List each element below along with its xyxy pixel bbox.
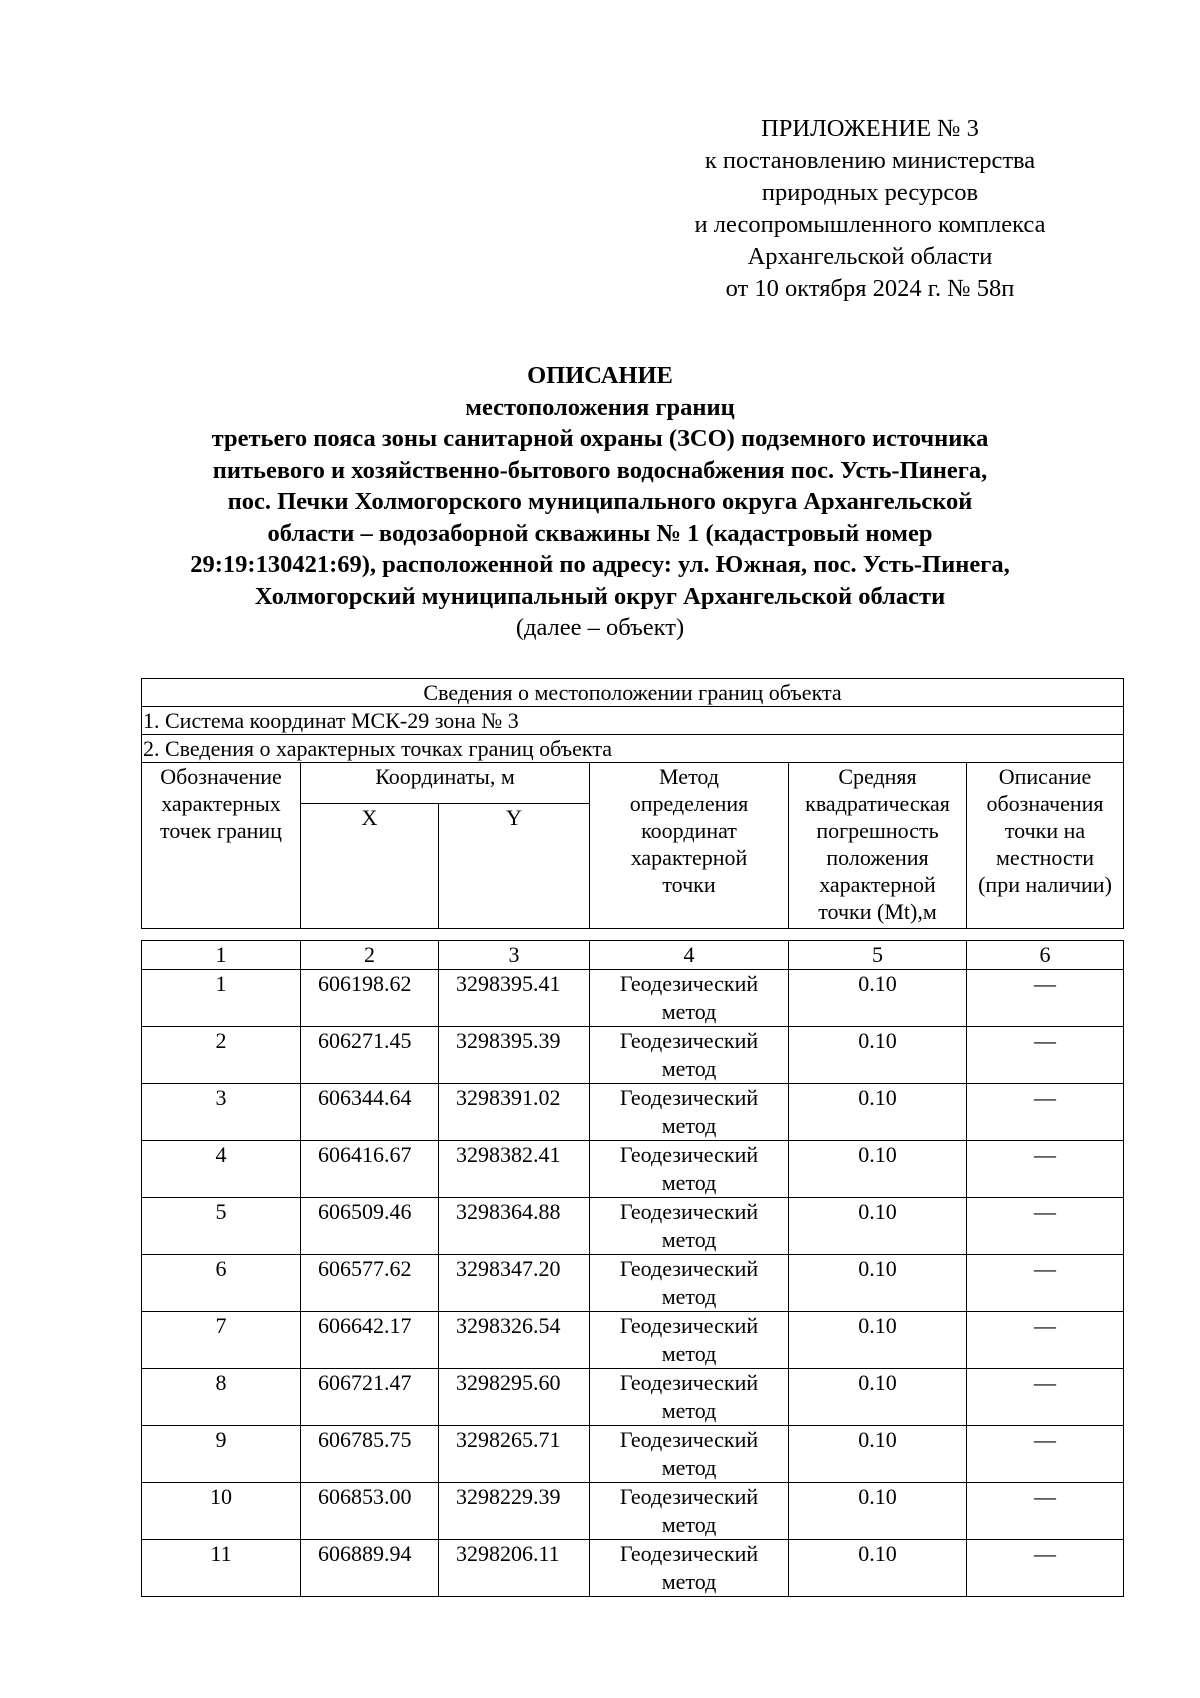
method-cell: [590, 1369, 789, 1426]
x-coordinate-cell: 606416.67: [301, 1141, 439, 1198]
method-line: Геодезический: [619, 1085, 759, 1110]
method-line: Геодезический: [619, 1541, 759, 1566]
point-number-cell: 2: [142, 1027, 301, 1084]
coordinate-system-row: 1. Система координат МСК-29 зона № 3: [142, 707, 1124, 735]
mean-error-cell: 0.10: [789, 1312, 967, 1369]
x-coordinate-cell: 606271.45: [301, 1027, 439, 1084]
method-line: Геодезический: [619, 1313, 759, 1338]
table-row: [142, 1084, 1124, 1141]
heading-line: питьевого и хозяйственно-бытового водоснабжения пос. Усть-Пинега,: [212, 456, 988, 484]
column-number: 5: [789, 941, 967, 970]
description-cell: —: [967, 1084, 1124, 1141]
column-number: 3: [439, 941, 590, 970]
y-coordinate-cell: 3298395.41: [439, 970, 590, 1027]
method-line: Геодезический: [619, 1028, 759, 1053]
method-line: Геодезический: [619, 1484, 759, 1509]
table-row: [142, 1540, 1124, 1597]
method-line: Геодезический: [619, 1370, 759, 1395]
method-line: Геодезический: [619, 1427, 759, 1452]
points-section-row: 2. Сведения о характерных точках границ объекта: [142, 735, 1124, 763]
y-coordinate-cell: 3298347.20: [439, 1255, 590, 1312]
mean-error-cell: 0.10: [789, 1084, 967, 1141]
point-number-cell: 1: [142, 970, 301, 1027]
method-line: метод: [661, 1455, 717, 1480]
point-number-cell: 8: [142, 1369, 301, 1426]
description-cell: —: [967, 970, 1124, 1027]
method-line: Геодезический: [619, 1199, 759, 1224]
y-coordinate-cell: 3298229.39: [439, 1483, 590, 1540]
method-line: метод: [661, 1398, 717, 1423]
table-row: [142, 1483, 1124, 1540]
point-number-cell: 4: [142, 1141, 301, 1198]
method-line: Геодезический: [619, 1256, 759, 1281]
point-number-cell: 11: [142, 1540, 301, 1597]
boundary-header-table: [141, 678, 1124, 929]
method-cell: [590, 1255, 789, 1312]
description-cell: —: [967, 1141, 1124, 1198]
method-line: метод: [661, 1227, 717, 1252]
mean-error-cell: 0.10: [789, 1369, 967, 1426]
mean-error-cell: 0.10: [789, 970, 967, 1027]
heading-line: 29:19:130421:69), расположенной по адресу: ул. Южная, пос. Усть-Пинега,: [190, 551, 1010, 578]
point-number-cell: 10: [142, 1483, 301, 1540]
heading-line: пос. Печки Холмогорского муниципального округа Архангельской: [227, 488, 973, 515]
table-row: [142, 1141, 1124, 1198]
y-coordinate-cell: 3298295.60: [439, 1369, 590, 1426]
table-row: [142, 1369, 1124, 1426]
column-numbers-row: [142, 941, 1124, 970]
header-coordinates: Координаты, м: [301, 763, 590, 804]
table-row: [142, 1027, 1124, 1084]
appendix-line: Архангельской области: [747, 243, 993, 270]
header-point-description: Описание обозначения точки на местности (при наличии): [967, 763, 1124, 929]
heading-subtitle: (далее – объект): [515, 614, 685, 641]
method-line: метод: [661, 1512, 717, 1537]
y-coordinate-cell: 3298326.54: [439, 1312, 590, 1369]
x-coordinate-cell: 606344.64: [301, 1084, 439, 1141]
method-line: метод: [661, 1341, 717, 1366]
description-cell: —: [967, 1312, 1124, 1369]
appendix-line: и лесопромышленного комплекса: [694, 211, 1046, 238]
method-line: метод: [661, 1170, 717, 1195]
column-number: 6: [967, 941, 1124, 970]
y-coordinate-cell: 3298364.88: [439, 1198, 590, 1255]
point-number-cell: 9: [142, 1426, 301, 1483]
header-point-designation: Обозначение характерных точек границ: [142, 763, 301, 929]
method-cell: [590, 1084, 789, 1141]
header-y: Y: [439, 804, 590, 929]
x-coordinate-cell: 606642.17: [301, 1312, 439, 1369]
x-coordinate-cell: 606889.94: [301, 1540, 439, 1597]
table-row: [142, 1198, 1124, 1255]
point-number-cell: 7: [142, 1312, 301, 1369]
method-cell: [590, 1312, 789, 1369]
method-cell: [590, 1198, 789, 1255]
method-line: метод: [661, 1113, 717, 1138]
method-cell: [590, 970, 789, 1027]
appendix-line: природных ресурсов: [761, 179, 979, 206]
appendix-line: к постановлению министерства: [704, 147, 1036, 174]
x-coordinate-cell: 606785.75: [301, 1426, 439, 1483]
x-coordinate-cell: 606721.47: [301, 1369, 439, 1426]
description-cell: —: [967, 1540, 1124, 1597]
method-cell: [590, 1540, 789, 1597]
x-coordinate-cell: 606577.62: [301, 1255, 439, 1312]
mean-error-cell: 0.10: [789, 1141, 967, 1198]
method-line: Геодезический: [619, 971, 759, 996]
boundary-points-table: [141, 940, 1124, 1597]
y-coordinate-cell: 3298382.41: [439, 1141, 590, 1198]
point-number-cell: 5: [142, 1198, 301, 1255]
mean-error-cell: 0.10: [789, 1255, 967, 1312]
table-row: [142, 1426, 1124, 1483]
appendix-line: ПРИЛОЖЕНИЕ № 3: [761, 115, 979, 142]
method-line: метод: [661, 1056, 717, 1081]
method-line: метод: [661, 1569, 717, 1594]
header-method: Метод определения координат характерной точки: [590, 763, 789, 929]
description-cell: —: [967, 1369, 1124, 1426]
description-cell: —: [967, 1255, 1124, 1312]
document-title: ОПИСАНИЕ: [527, 362, 673, 389]
column-number: 4: [590, 941, 789, 970]
table-row: [142, 1312, 1124, 1369]
column-number: 2: [301, 941, 439, 970]
description-cell: —: [967, 1027, 1124, 1084]
appendix-line: от 10 октября 2024 г. № 58п: [725, 275, 1015, 302]
method-line: Геодезический: [619, 1142, 759, 1167]
x-coordinate-cell: 606853.00: [301, 1483, 439, 1540]
description-cell: —: [967, 1198, 1124, 1255]
method-cell: [590, 1483, 789, 1540]
table-row: [142, 970, 1124, 1027]
mean-error-cell: 0.10: [789, 1198, 967, 1255]
header-mean-error: Средняя квадратическая погрешность положения характерной точки (Mt),м: [789, 763, 967, 929]
header-x: X: [301, 804, 439, 929]
document-heading: [130, 360, 1070, 644]
heading-line: местоположения границ: [465, 393, 735, 421]
x-coordinate-cell: 606198.62: [301, 970, 439, 1027]
heading-line: Холмогорский муниципальный округ Архангельской области: [254, 582, 946, 610]
point-number-cell: 3: [142, 1084, 301, 1141]
description-cell: —: [967, 1483, 1124, 1540]
y-coordinate-cell: 3298206.11: [439, 1540, 590, 1597]
column-number: 1: [142, 941, 301, 970]
table-title: Сведения о местоположении границ объекта: [142, 679, 1124, 707]
method-line: метод: [661, 999, 717, 1024]
mean-error-cell: 0.10: [789, 1483, 967, 1540]
mean-error-cell: 0.10: [789, 1540, 967, 1597]
description-cell: —: [967, 1426, 1124, 1483]
method-cell: [590, 1027, 789, 1084]
method-cell: [590, 1426, 789, 1483]
mean-error-cell: 0.10: [789, 1426, 967, 1483]
heading-line: третьего пояса зоны санитарной охраны (ЗСО) подземного источника: [211, 425, 989, 452]
appendix-block: [620, 113, 1120, 305]
heading-line: области – водозаборной скважины № 1 (кадастровый номер: [267, 519, 933, 547]
y-coordinate-cell: 3298391.02: [439, 1084, 590, 1141]
method-line: метод: [661, 1284, 717, 1309]
method-cell: [590, 1141, 789, 1198]
y-coordinate-cell: 3298395.39: [439, 1027, 590, 1084]
table-row: [142, 1255, 1124, 1312]
y-coordinate-cell: 3298265.71: [439, 1426, 590, 1483]
point-number-cell: 6: [142, 1255, 301, 1312]
x-coordinate-cell: 606509.46: [301, 1198, 439, 1255]
mean-error-cell: 0.10: [789, 1027, 967, 1084]
